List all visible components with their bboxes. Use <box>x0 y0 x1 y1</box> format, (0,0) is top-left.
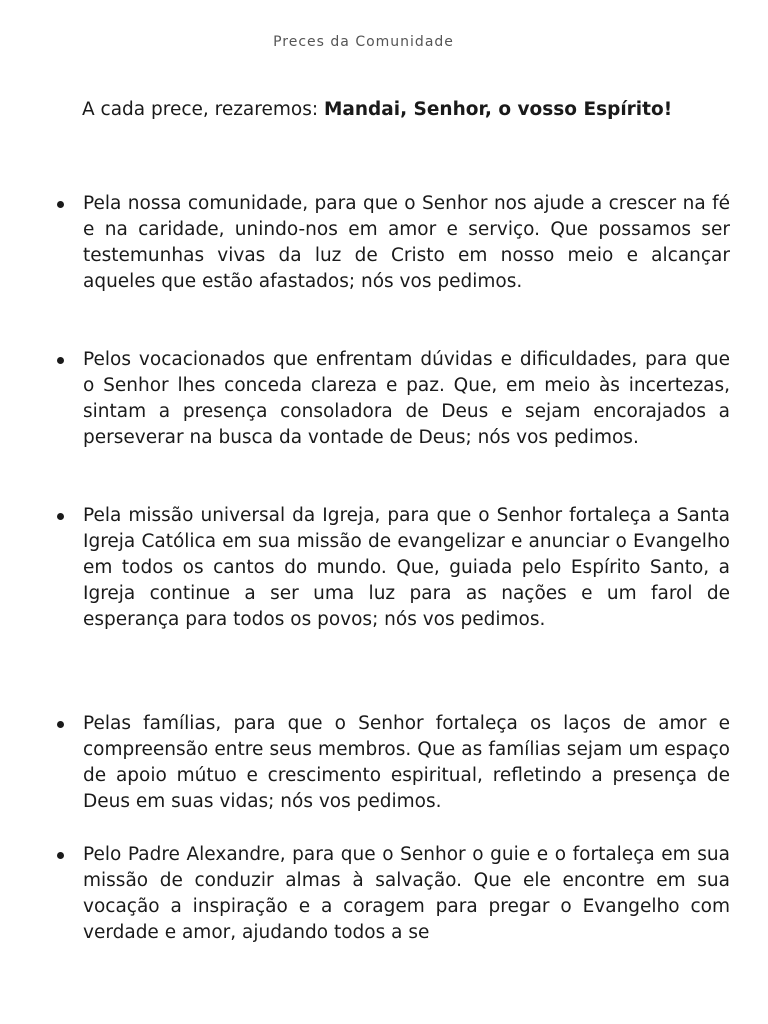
page-header: Preces da Comunidade <box>273 34 454 50</box>
bullet-icon <box>57 513 64 520</box>
prayer-item <box>83 711 730 815</box>
intro-response: Mandai, Senhor, o vosso Espírito! <box>323 99 673 120</box>
prayer-item <box>83 347 730 451</box>
bullet-icon <box>57 852 64 859</box>
bullet-icon <box>57 721 64 728</box>
prayer-text: Pelo Padre Alexandre, para que o Senhor o guie e o fortaleça em sua missão de conduzir almas à salvação. Que ele encontre em sua vocação a inspiração e a coragem para pregar o Evangelho com verdade e amor, ajudando todos a se <box>83 844 730 943</box>
bullet-icon <box>57 201 64 208</box>
prayer-text: Pelas famílias, para que o Senhor fortaleça os laços de amor e compreensão entre seus membros. Que as famílias sejam um espaço de apoio mútuo e crescimento espiritual, refletindo a presença de Deus em suas vidas; nós vos pedimos. <box>83 713 730 812</box>
prayer-item <box>83 842 730 946</box>
prayer-item <box>83 503 730 633</box>
prayer-item <box>83 191 730 295</box>
prayer-text: Pelos vocacionados que enfrentam dúvidas e dificuldades, para que o Senhor lhes conceda clareza e paz. Que, em meio às incertezas, sintam a presença consoladora de Deus e sejam encorajados a perseverar na busca da vontade de Deus; nós vos pedimos. <box>83 349 730 448</box>
prayer-text: Pela missão universal da Igreja, para que o Senhor fortaleça a Santa Igreja Católica em sua missão de evangelizar e anunciar o Evangelho em todos os cantos do mundo. Que, guiada pelo Espírito Santo, a Igreja continue a ser uma luz para as nações e um farol de esperança para todos os povos; nós vos pedimos. <box>83 505 730 630</box>
bullet-icon <box>57 357 64 364</box>
intro-prefix: A cada prece, rezaremos: <box>82 99 324 120</box>
prayer-text: Pela nossa comunidade, para que o Senhor nos ajude a crescer na fé e na caridade, unindo-nos em amor e serviço. Que possamos ser testemunhas vivas da luz de Cristo em nosso meio e alcançar aqueles que estão afastados; nós vos pedimos. <box>83 193 730 292</box>
intro-paragraph <box>82 97 702 123</box>
